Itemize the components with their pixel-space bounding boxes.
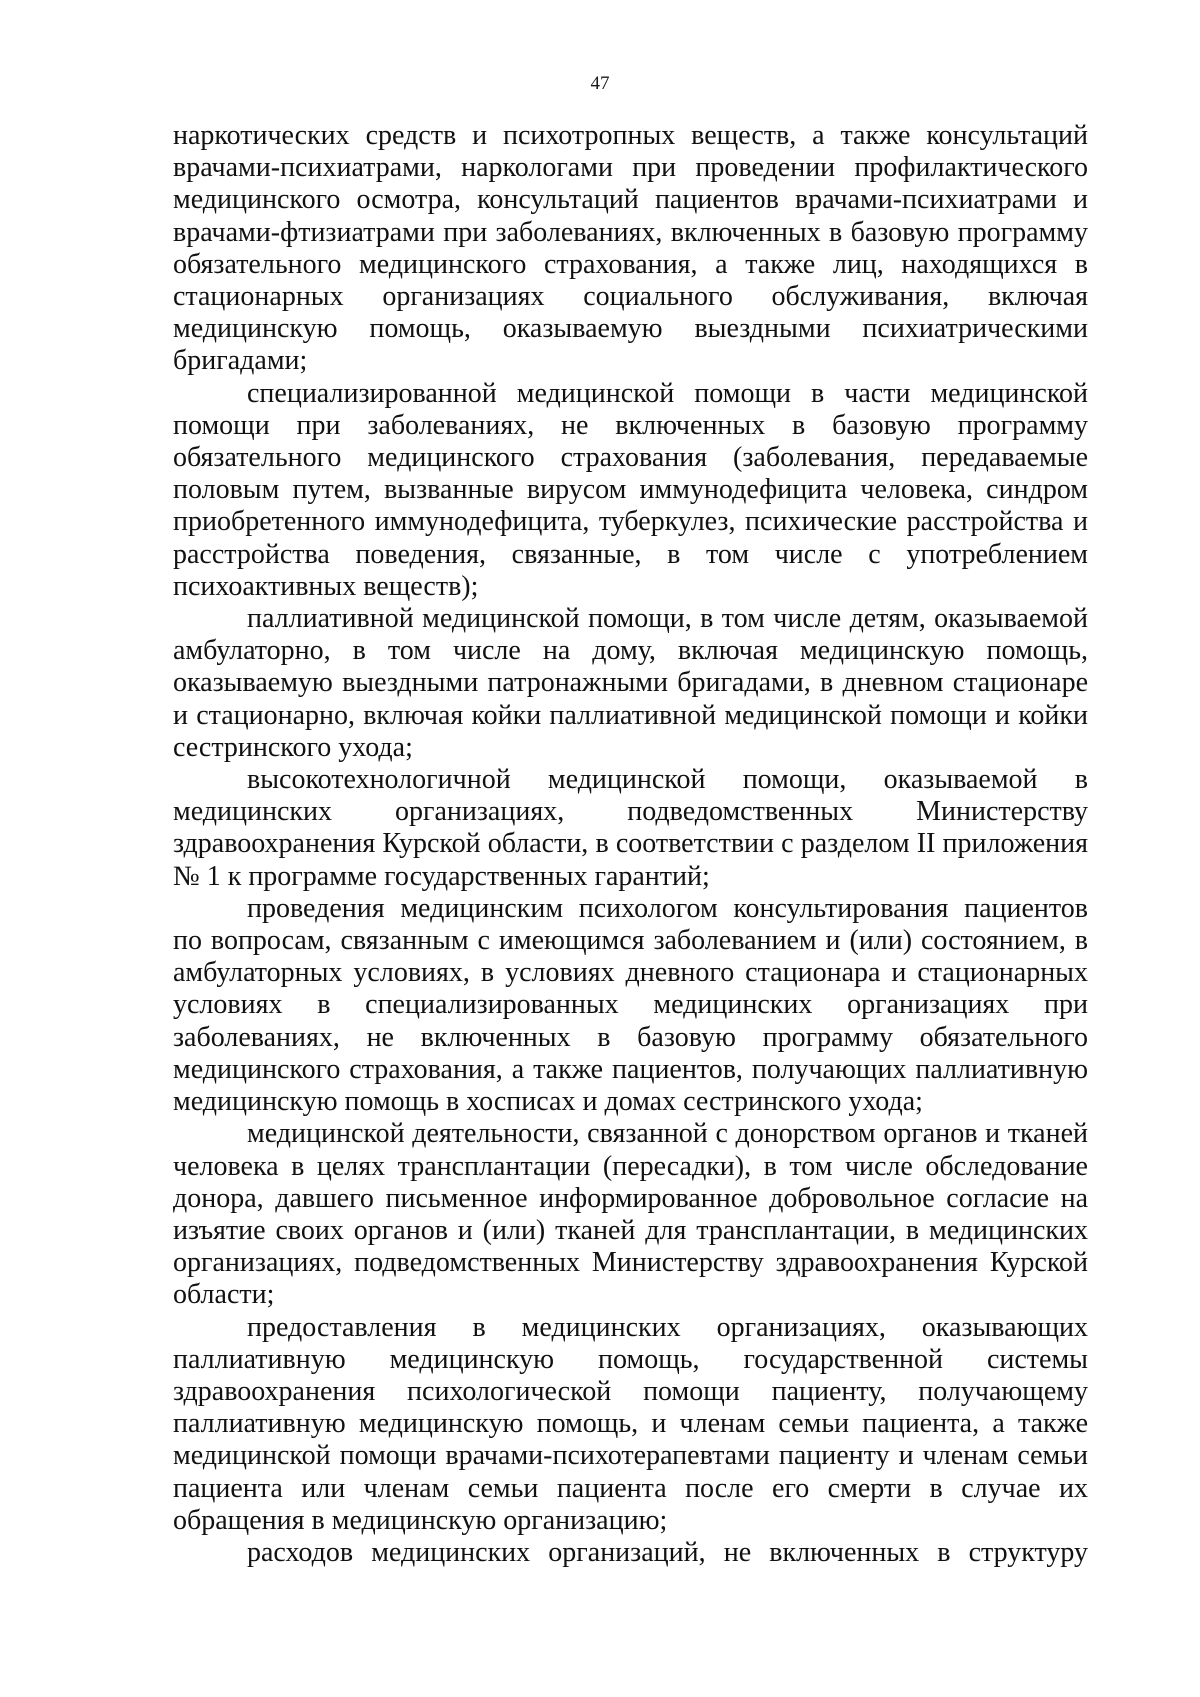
paragraph-continuation: наркотических средств и психотропных веществ, а также консультаций врачами-психиатрами, наркологами при проведении профилактического медицинского осмотра, консультаций пациентов врачами-психиатрами и врачами-фтизиатрами при заболеваниях, включенных в базовую программу обязательного медицинского страхования, а также лиц, находящихся в стационарных организациях социального обслуживания, включая медицинскую помощь, оказываемую выездными психиатрическими бригадами; (173, 120, 1088, 377)
paragraph-specialized-care: специализированной медицинской помощи в части медицинской помощи при заболеваниях, не включенных в базовую программу обязательного медицинского страхования (заболевания, передаваемые половым путем, вызванные вирусом иммунодефицита человека, синдром приобретенного иммунодефицита, туберкулез, психические расстройства и расстройства поведения, связанные, в том числе с употреблением психоактивных веществ); (173, 377, 1088, 602)
paragraph-high-tech-care: высокотехнологичной медицинской помощи, оказываемой в медицинских организациях, подведомственных Министерству здравоохранения Курской области, в соответствии с разделом II приложения № 1 к программе государственных гарантий; (173, 764, 1088, 892)
document-body (173, 120, 1088, 1569)
paragraph-palliative-care: паллиативной медицинской помощи, в том числе детям, оказываемой амбулаторно, в том числе на дому, включая медицинскую помощь, оказываемую выездными патронажными бригадами, в дневном стационаре и стационарно, включая койки паллиативной медицинской помощи и койки сестринского ухода; (173, 603, 1088, 763)
paragraph-psychological-help: предоставления в медицинских организациях, оказывающих паллиативную медицинскую помощь, государственной системы здравоохранения психологической помощи пациенту, получающему паллиативную медицинскую помощь, и членам семьи пациента, а также медицинской помощи врачами-психотерапевтами пациенту и членам семьи пациента или членам семьи пациента после его смерти в случае их обращения в медицинскую организацию; (173, 1311, 1088, 1536)
page-number: 47 (590, 73, 610, 94)
paragraph-expenses: расходов медицинских организаций, не включенных в структуру (247, 1536, 1088, 1568)
paragraph-organ-donation: медицинской деятельности, связанной с донорством органов и тканей человека в целях трансплантации (пересадки), в том числе обследование донора, давшего письменное информированное добровольное согласие на изъятие своих органов и (или) тканей для трансплантации, в медицинских организациях, подведомственных Министерству здравоохранения Курской области; (173, 1118, 1088, 1311)
paragraph-psychologist-consulting: проведения медицинским психологом консультирования пациентов по вопросам, связанным с имеющимся заболеванием и (или) состоянием, в амбулаторных условиях, в условиях дневного стационара и стационарных условиях в специализированных медицинских организациях при заболеваниях, не включенных в базовую программу обязательного медицинского страхования, а также пациентов, получающих паллиативную медицинскую помощь в хосписах и домах сестринского ухода; (173, 892, 1088, 1118)
